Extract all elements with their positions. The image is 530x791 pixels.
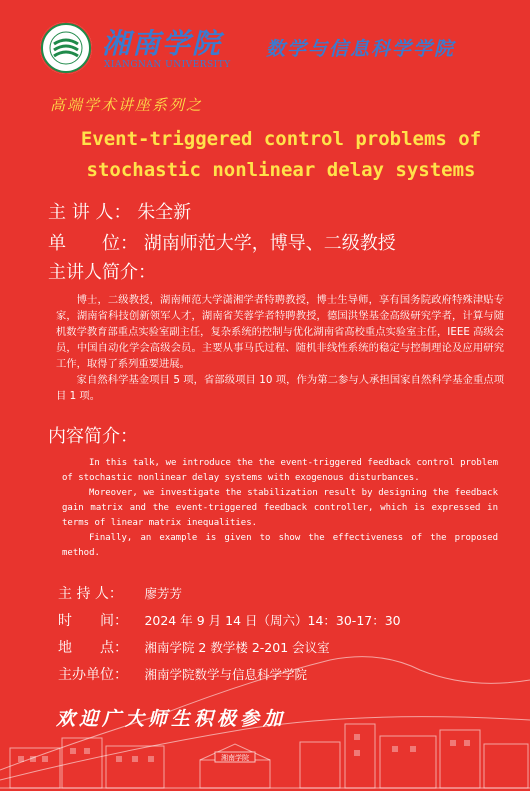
place-label: 地 点： [58,640,128,656]
abstract [62,456,498,561]
logo-emblem-icon [40,22,92,74]
university-logo [40,22,92,74]
lecture-series: 高端学术讲座系列之 [50,96,204,114]
content-heading: 内容简介： [48,426,138,447]
host-value: 廖芳芳 [144,586,182,601]
unit-label: 单 位： [48,233,138,254]
speaker-name: 朱全新 [137,202,192,223]
school-name: 数学与信息科学学院 [266,38,456,60]
abstract-paragraph-3: Finally, an example is given to show the effectiveness of the proposed method. [62,533,498,558]
lecture-title-line-2: stochastic nonlinear delay systems [86,159,476,181]
unit-row [48,229,396,255]
speaker-label: 主 讲 人： [48,202,132,223]
time-value: 2024 年 9 月 14 日（周六）14：30-17：30 [144,613,401,628]
speaker-bio [56,292,504,404]
bio-heading: 主讲人简介： [48,262,156,283]
abstract-paragraph-1: In this talk, we introduce the the event-triggered feedback control problem of stochastic nonlinear delay systems with exogenous disturbances. [62,458,498,483]
organizer-label: 主办单位： [58,667,128,683]
host-label: 主 持 人： [58,586,123,602]
lecture-title [66,124,496,186]
building-sign: 湘南学院 [221,754,249,762]
university-name-en: XIANGNAN UNIVERSITY [104,60,231,70]
header [40,20,520,76]
bio-paragraph-2: 家自然科学基金项目 5 项，省部级项目 10 项，作为第二参与人承担国家自然科学基金重点项目 1 项。 [56,374,504,402]
host-row [58,583,182,603]
unit-value: 湖南师范大学，博导、二级教授 [143,233,396,254]
university-name-cn: 湘南学院 [102,27,223,60]
bio-paragraph-1: 博士，二级教授，湖南师范大学潇湘学者特聘教授，博士生导师，享有国务院政府特殊津贴专家，湖南省科技创新领军人才，湖南省芙蓉学者特聘教授，德国洪堡基金高级研究学者，计算与随机数学教育部重点实验室副主任，复杂系统的控制与优化湖南省高校重点实验室主任，IEEE 高级会员，中国自动化学会高级会员。主要从事马氏过程、随机非线性系统的稳定与控制理论及应用研究工作，取得了系列重要进展。 [56,294,504,370]
place-value: 湘南学院 2 教学楼 2-201 会议室 [144,640,330,655]
organizer-value: 湘南学院数学与信息科学学院 [144,667,307,682]
abstract-paragraph-2: Moreover, we investigate the stabilization result by designing the feedback gain matrix and the event-triggered feedback controller, which is expressed in terms of linear matrix inequalities. [62,488,498,528]
lecture-title-line-1: Event-triggered control problems of [80,128,482,150]
speaker-row [48,198,191,224]
time-label: 时 间： [58,613,128,629]
welcome-slogan: 欢迎广大师生积极参加 [56,708,287,730]
